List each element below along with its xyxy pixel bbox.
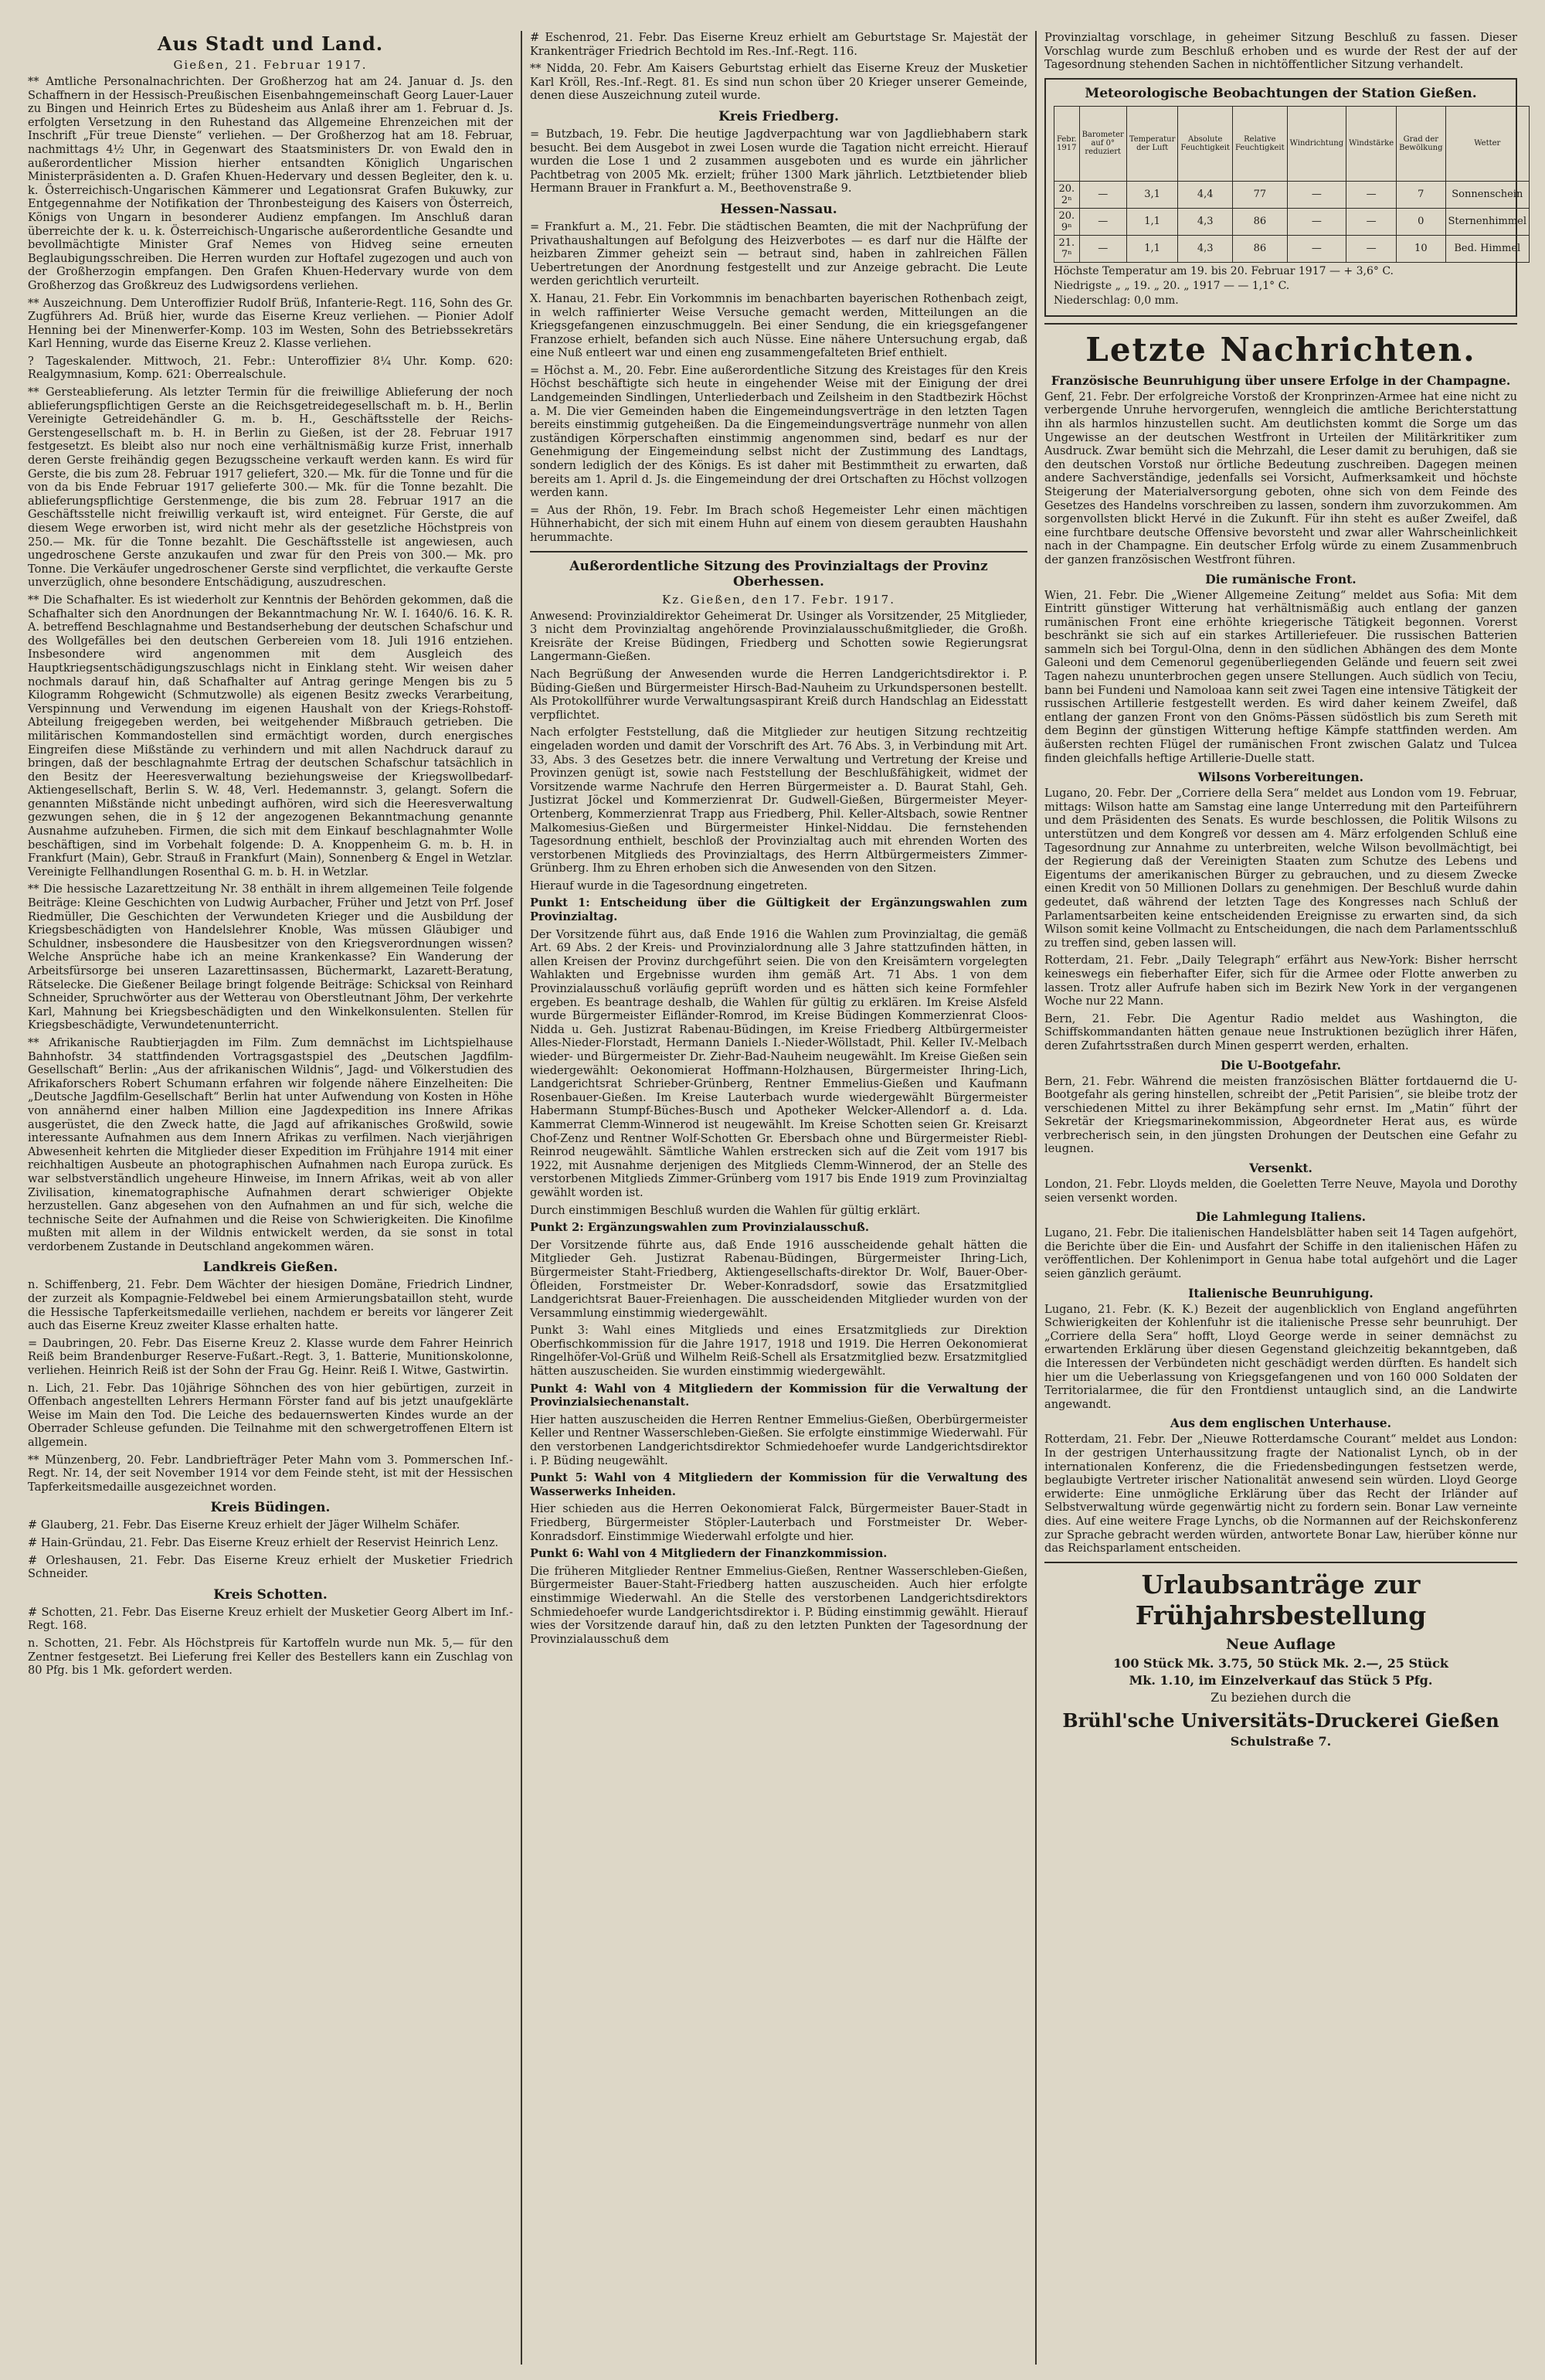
section-heading-landkreis-giessen: Landkreis Gießen. — [202, 1260, 338, 1276]
section-heading-stadt-land: Aus Stadt und Land. — [157, 32, 384, 55]
article-paragraph: Lugano, 21. Febr. Die italienischen Handelsblätter haben seit 14 Tagen aufgehört, die Berichte über die Ein- und Ausfahrt der Schiffe in den italienischen Häfen zu veröffentlichen. Der Kohlenimport in Genua habe total aufgehört und die Lager seien gänzlich geräumt. — [1044, 1226, 1517, 1281]
dateline: Kz. Gießen, den 17. Febr. 1917. — [662, 592, 895, 607]
min-temperature: Niedrigste „ „ 19. „ 20. „ 1917 — — 1,1° C. — [1054, 279, 1290, 292]
article-paragraph: ** Afrikanische Raubtierjagden im Film. Zum demnächst im Lichtspielhause Bahnhofstr. 34 stattfindenden Vortragsgastspiel des „Deutschen Jagdfilm-Gesellschaft“ Berlin: „Aus der afrikanischen Wildnis“, Jagd- und Völkerstudien des Afrikaforschers Robert Schumann erfahren wir folgende nähere Einzelheiten: Die „Deutsche Jagdfilm-Gesellschaft“ Berlin hat unter Aufwendung von Kosten in Höhe von annähernd einer halben Million eine Jagdexpedition ins Innere Afrikas ausgerüstet, die den Zweck hatte, die Jagd auf afrikanisches Großwild, sowie interessante Aufnahmen aus dem Innern Afrikas zu verfilmen. Nach vierjährigen Abwesenheit kehrten die Mitglieder dieser Expedition im Frühjahre 1914 mit einer reichhaltigen Ausbeute an photographischen Aufnahmen nach Europa zurück. Es war selbstverständlich ungeheure Hinweise, im Innern Afrikas, weit ab von aller Zivilisation, kinematographische Aufnahmen derart schwieriger Objekte herzustellen. Ganz abgesehen von den Aufnahmen an und für sich, welche die technische Seite der Aufnahmen und die Reise von Schwierigkeiten. Die Kinofilme mußten mit allem in der Wildnis entwickelt werden, da sie sonst in total verdorbenem Zustande in Deutschland angekommen wären. — [28, 1035, 513, 1253]
table-header: Wetter — [1445, 106, 1530, 181]
article-paragraph: # Eschenrod, 21. Febr. Das Eiserne Kreuz erhielt am Geburtstage Sr. Majestät der Krankenträger Friedrich Bechtold im Res.-Inf.-Regt. 116. — [530, 31, 1027, 58]
article-title-provinzialtag: Außerordentliche Sitzung des Provinzialtags der Provinz Oberhessen. — [569, 558, 988, 590]
table-cell: 86 — [1233, 235, 1288, 262]
article-paragraph: ** Die hessische Lazarettzeitung Nr. 38 enthält in ihrem allgemeinen Teile folgende Beiträge: Kleine Geschichten von Ludwig Aurbacher, Früher und Jetzt von Prf. Josef Riedmüller, Die Geschichten der Verwundeten Krieger und die Ausbildung der Kriegsbeschädigten von Handelslehrer Knoble, Was müssen Gläubiger und Schuldner, insbesondere die Hausbesitzer von den Kriegsverordnungen wissen? Welche Ansprüche habe ich an meine Krankenkasse? Ein Wanderung der Arbeitsfürsorge bei unseren Lazarettinsassen, Büchermarkt, Lazarett-Beratung, Rätselecke. Die Gießener Beilage bringt folgende Beiträge: Schicksal von Reinhard Schneider, Spruchwörter aus der Wetterau von Oberstleutnant Jöhm, Der verkehrte Karl, Mahnung bei Kriegsbeschädigten und den Winkelkonsulenten. Stellen für Kriegsbeschädigte, Verwundetenunterricht. — [28, 882, 513, 1032]
weather-table-box — [1044, 78, 1527, 317]
section-heading-hessen-nassau: Hessen-Nassau. — [720, 201, 837, 217]
table-header: Windrichtung — [1287, 106, 1346, 181]
max-temperature: Höchste Temperatur am 19. bis 20. Februar 1917 — + 3,6° C. — [1054, 264, 1394, 277]
divider — [1044, 323, 1517, 325]
article-paragraph: = Höchst a. M., 20. Febr. Eine außerordentliche Sitzung des Kreistages für den Kreis Höchst beschäftigte sich heute in eingehender Weise mit der Einigung der drei Landgemeinden Sindlingen, Unterliederbach und Zeilsheim in den Stadtbezirk Höchst a. M. Die vier Gemeinden haben die Eingemeindungsverträge in den letzten Tagen bereits einstimmig gutgeheißen. Da die Eingemeindungsverträge nunmehr von allen zuständigen Körperschaften einstimmig angenommen sind, bedarf es nur der Genehmigung der Eingemeindung selbst nicht der Zustimmung des Landtags, sondern lediglich der des Königs. Es ist daher mit Bestimmtheit zu erwarten, daß bereits am 1. April d. Js. die Eingemeindung der drei Ortschaften zu Höchst vollzogen werden kann. — [530, 363, 1027, 500]
article-paragraph: Nach Begrüßung der Anwesenden wurde die Herren Landgerichtsdirektor i. P. Büding-Gießen und Bürgermeister Hirsch-Bad-Nauheim zu Urkundspersonen bestellt. Als Protokollführer wurde Verwaltungsaspirant Kreiß durch Handschlag an Eidesstatt verpflichtet. — [530, 667, 1027, 722]
article-paragraph: n. Schotten, 21. Febr. Als Höchstpreis für Kartoffeln wurde nun Mk. 5,— für den Zentner festgesetzt. Bei Lieferung frei Keller des Bestellers kann ein Zuschlag von 80 Pfg. bis 1 Mk. gefordert werden. — [28, 1636, 513, 1678]
table-row — [1054, 235, 1530, 262]
article-paragraph: Punkt 4: Wahl von 4 Mitgliedern der Kommission für die Verwaltung der Provinzialsiechenanstalt. — [530, 1382, 1027, 1409]
column-rule — [1035, 31, 1037, 2365]
table-header-row — [1054, 106, 1530, 181]
table-cell: 86 — [1233, 208, 1288, 235]
column-1 — [28, 31, 513, 2380]
subheading: Die rumänische Front. — [1205, 571, 1357, 586]
article-paragraph: n. Lich, 21. Febr. Das 10jährige Söhnchen des von hier gebürtigen, zurzeit in Offenbach angestellten Lehrers Hermann Förster fand auf bis jetzt unaufgeklärte Weise im Main den Tod. Die Leiche des bedauernswerten Kindes wurde an der Oberrader Schleuse gefunden. Die Teilnahme mit den schwergetroffenen Eltern ist allgemein. — [28, 1381, 513, 1449]
article-paragraph: ** Die Schafhalter. Es ist wiederholt zur Kenntnis der Behörden gekommen, daß die Schafhalter sich den Anordnungen der Bekanntmachung Nr. W. I. 1640/6. 16. K. R. A. betreffend Beschlagnahme und Bestandserhebung der deutschen Schafschur und des Wollgefälles bei den deutschen Gerbereien vom 18. Juli 1916 entziehen. Insbesondere wird angenommen mit dem Ausgleich des Hauptkriegsentschädigungszuschlags nicht in Einklang steht. Wir weisen daher nochmals darauf hin, daß Schafhalter auf Antrag geringe Mengen bis zu 5 Kilogramm Rohgewicht (Schmutzwolle) als eigenen Besitz zwecks Verarbeitung, Verspinnung und Verwendung im eigenen Haushalt von der Kriegs-Rohstoff-Abteilung freigegeben werden, bei weitgehender Mißbrauch getrieben. Die militärischen Kommandostellen sind ermächtigt worden, durch energisches Eingreifen diese Mißstände zu verhindern und mit allen Nachdruck darauf zu bringen, daß der beschlagnahmte Ertrag der deutschen Schafschur tatsächlich in den Besitz der Heeresverwaltung beziehungsweise der Kriegswollbedarf-Aktiengesellschaft, Berlin S. W. 48, Verl. Hedemannstr. 3, gelangt. Sofern die genannten Mißstände nicht unbedingt aufhören, wird sich die Heeresverwaltung gezwungen sehen, die in § 12 der angezogenen Bekanntmachung genannte Ausnahme aufzuheben. Firmen, die sich mit dem Einkauf beschlagnahmter Wolle beschäftigen, sind im Vorbehalt folgende: D. A. Knoppenheim G. m. b. H. in Frankfurt (Main), Gebr. Strauß in Frankfurt (Main), Sonnenberg & Engel in Wetzlar. Vereinigte Fellhandlungen Rosenthal G. m. b. H. in Wetzlar. — [28, 593, 513, 879]
ad-price: Mk. 1.10, im Einzelverkauf das Stück 5 Pfg. — [1129, 1672, 1433, 1688]
table-cell: 3,1 — [1126, 181, 1178, 208]
table-row — [1054, 181, 1530, 208]
article-paragraph: Rotterdam, 21. Febr. Der „Nieuwe Rotterdamsche Courant“ meldet aus London: In der gestrigen Unterhaussitzung fragte der Nationalist Lynch, ob in der internationalen Konferenz, die die Friedensbedingungen festsetzen werde, beglaubigte Vertreter irischer Nationalität anwesend sein würden. Lloyd George erwiderte: Eine unmögliche Erklärung über das Recht der Irländer auf Selbstverwaltung würde gegenwärtig nicht zu fordern sein. Bonar Law verneinte dies. Auf eine weitere Frage Lynchs, ob die Normannen auf der Reichskonferenz zur Sprache gebracht werden würden, antwortete Bonar Law, hierüber könne nur das Reichsparlament entscheiden. — [1044, 1433, 1517, 1556]
article-paragraph: ** Auszeichnung. Dem Unteroffizier Rudolf Brüß, Infanterie-Regt. 116, Sohn des Gr. Zugführers Ad. Brüß hier, wurde das Eiserne Kreuz verliehen. — Pionier Adolf Henning bei der Minenwerfer-Komp. 103 im Westen, Sohn des Betriebssekretärs Karl Henning, wurde das Eiserne Kreuz 2. Klasse verliehen. — [28, 296, 513, 351]
column-rule — [521, 31, 522, 2365]
table-cell: Bed. Himmel — [1445, 235, 1530, 262]
table-header: Absolute Feuchtigkeit — [1178, 106, 1233, 181]
article-paragraph: Punkt 1: Entscheidung über die Gültigkeit der Ergänzungswahlen zum Provinzialtag. — [530, 896, 1027, 924]
table-cell: 20. 2ⁿ — [1054, 181, 1080, 208]
article-paragraph: Lugano, 20. Febr. Der „Corriere della Sera“ meldet aus London vom 19. Februar, mittags: Wilson hatte am Samstag eine lange Unterredung mit den Parteiführern und dem Präsidenten des Senats. Es wurde beschlossen, die Politik Wilsons zu unterstützen und dem Kongreß vor dessen am 4. März erfolgenden Schluß eine Tagesordnung zur Annahme zu unterbreiten, welche Wilson bevollmächtigt, bei der Regierung daß der Vereinigten Staaten zum Schutze des Lebens und Eigentums der amerikanischen Bürger zu gebrauchen, und zu diesem Zwecke einen Kredit von 50 Millionen Dollars zu genehmigen. Der Beschluß wurde dahin gedeutet, daß während der letzten Tage des Kongresses nach Schluß der Parlamentsarbeiten keine entscheidenden Ereignisse zu erwarten sind, da sich Wilson somit keine Vollmacht zu Entscheidungen, die nach dem Parlamentsschluß zu treffen sind, geben lassen will. — [1044, 787, 1517, 950]
ad-price: 100 Stück Mk. 3.75, 50 Stück Mk. 2.—, 25 Stück — [1113, 1655, 1448, 1671]
article-paragraph: # Schotten, 21. Febr. Das Eiserne Kreuz erhielt der Musketier Georg Albert im Inf.-Regt. 168. — [28, 1605, 513, 1633]
article-paragraph: Punkt 3: Wahl eines Mitglieds und eines Ersatzmitglieds zur Direktion Oberfischkommission für die Jahre 1917, 1918 und 1919. Die Herren Oekonomierat Ringelhöfer-Vol-Grüß und Wilhelm Reiß-Schell als Ersatzmitglied bezw. Ersatzmitglied hätten auszuscheiden. Sie wurden einstimmig wiedergewählt. — [530, 1324, 1027, 1379]
table-cell: 0 — [1397, 208, 1445, 235]
article-paragraph: Der Vorsitzende führte aus, daß Ende 1916 ausscheidende gehalt hätten die Mitglieder Geh. Justizrat Rabenau-Büdingen, Bürgermeister Ihring-Lich, Bürgermeister Staht-Friedberg, Aktiengesellschafts-direktor Dr. Wolf, Bauer-Ober-Öfleiden, Forstmeister Dr. Weber-Konradsdorf, sowie das Ersatzmitglied Landgerichtsrat Bauer-Freienhagen. Die ausscheidenden Mitglieder wurden von der Versammlung einstimmig wiedergewählt. — [530, 1238, 1027, 1320]
table-cell: 20. 9ⁿ — [1054, 208, 1080, 235]
table-row — [1054, 208, 1530, 235]
table-header: Temperatur der Luft — [1126, 106, 1178, 181]
subheading: Wilsons Vorbereitungen. — [1197, 770, 1364, 785]
article-paragraph: London, 21. Febr. Lloyds melden, die Goeletten Terre Neuve, Mayola und Dorothy seien versenkt worden. — [1044, 1178, 1517, 1205]
advertisement — [1044, 1569, 1517, 1749]
table-cell: Sternenhimmel — [1445, 208, 1530, 235]
table-header: Grad der Bewölkung — [1397, 106, 1445, 181]
precipitation: Niederschlag: 0,0 mm. — [1054, 294, 1179, 307]
article-paragraph: Die früheren Mitglieder Rentner Emmelius-Gießen, Rentner Wasserschleben-Gießen, Bürgermeister Bauer-Staht-Friedberg hatten auszuscheiden. Auch hier erfolgte einstimmige Wiederwahl. An die Stelle des verstorbenen Landgerichtsdirektors Schmiedehoefer wurde Landgerichtsdirektor i. P. Büding einstimmig gewählt. Hierauf wies der Vorsitzende darauf hin, daß zu den letzten Punkten der Tagesordnung der Provinzialausschuß dem — [530, 1564, 1027, 1646]
weather-table-title: Meteorologische Beobachtungen der Station Gießen. — [1085, 85, 1477, 101]
weather-table — [1054, 106, 1530, 263]
article-paragraph: ** Münzenberg, 20. Febr. Landbriefträger Peter Mahn vom 3. Pommerschen Inf.-Regt. Nr. 14, der seit November 1914 vor dem Feinde steht, ist mit der Hessischen Tapferkeitsmedaille ausgezeichnet worden. — [28, 1453, 513, 1494]
article-paragraph: Rotterdam, 21. Febr. „Daily Telegraph“ erfährt aus New-York: Bisher herrscht keineswegs ein fieberhafter Eifer, sich für die Armee oder Flotte anwerben zu lassen. Trotz aller Aufrufe haben sich im Bezirk New York in der vergangenen Woche nur 22 Mann. — [1044, 954, 1517, 1008]
article-paragraph: Anwesend: Provinzialdirektor Geheimerat Dr. Usinger als Vorsitzender, 25 Mitglieder, 3 nicht dem Provinzialtag angehörende Provinzialausschußmitglieder, die Großh. Kreisräte der Kreise Büdingen, Friedberg und Schotten sowie Regierungsrat Langermann-Gießen. — [530, 609, 1027, 664]
subheading: Italienische Beunruhigung. — [1188, 1285, 1374, 1300]
article-paragraph: Hierauf wurde in die Tagesordnung eingetreten. — [530, 879, 808, 892]
article-paragraph: = Aus der Rhön, 19. Febr. Im Brach schoß Hegemeister Lehr einen mächtigen Hühnerhabicht, der sich mit einem Huhn auf einem von diesem geraubten Haushahn herummachte. — [530, 503, 1027, 544]
table-cell: — — [1346, 208, 1397, 235]
article-paragraph: Provinzialtag vorschlage, in geheimer Sitzung Beschluß zu fassen. Dieser Vorschlag wurde zum Beschluß erhoben und es wurde der Rest der auf der Tagesordnung stehenden Sachen in nichtöffentlicher Sitzung verhandelt. — [1044, 31, 1517, 72]
table-header: Windstärke — [1346, 106, 1397, 181]
article-paragraph: Bern, 21. Febr. Während die meisten französischen Blätter fortdauernd die U-Bootgefahr als gering hinstellen, schreibt der „Petit Parisien“, sie bleibe trotz der verschiedenen Mittel zu ihrer Bekämpfung sehr ernst. Im „Matin“ führt der Sekretär der Kriegsmarinekommission, Abgeordneter Herat aus, es würde verbrecherisch sein, in den jüngsten Drohungen der Deutschen eine Gefahr zu leugnen. — [1044, 1074, 1517, 1156]
article-paragraph: Der Vorsitzende führt aus, daß Ende 1916 die Wahlen zum Provinzialtag, die gemäß Art. 69 Abs. 2 der Kreis- und Provinzialordnung alle 3 Jahre stattzufinden hätten, in allen Kreisen der Provinz durchgeführt seien. Die von den Kreisämtern vorgelegten Wahlakten und Ergebnisse wurden ihm gemäß Art. 71 Abs. 1 von dem Provinzialausschuß vorläufig geprüft worden und es hätten sich keine Formfehler ergeben. Es beantrage deshalb, die Wahlen für gültig zu erklären. Im Kreise Alsfeld wurde Bürgermeister Eifländer-Romrod, im Kreise Büdingen Kommerzienrat Cloos-Nidda u. Geh. Justizrat Rabenau-Büdingen, im Kreise Friedberg Altbürgermeister Alles-Nieder-Florstadt, Hermann Daniels I.-Nieder-Wöllstadt, Phil. Keller IV.-Melbach wieder- und Bürgermeister Dr. Ziehr-Bad-Nauheim neugewählt. Im Kreise Gießen sein wiedergewählt: Oekonomierat Hoffmann-Holzhausen, Bürgermeister Ihring-Lich, Landgerichtsrat Schrieber-Grünberg, Rentner Emmelius-Gießen und Kaufmann Rosenbauer-Gießen. Im Kreise Lauterbach wurde wiedergewählt Bürgermeister Habermann Stumpf-Büches-Busch und Apotheker Welcker-Allendorf a. d. Lda. Kammerrat Clemm-Winnerod ist neugewählt. Im Kreise Schotten seien Gr. Kreisarzt Chof-Zenz und Rentner Wolf-Schotten Gr. Ebersbach ohne und Bürgermeister Riebl-Reinrod neugewählt. Sämtliche Wahlen erstrecken sich auf die Zeit vom 1917 bis 1922, mit Ausnahme derjenigen des Mitglieds Clemm-Winnerod, der an Stelle des verstorbenen Mitglieds Zimmer-Grünberg vom 1917 bis Ende 1919 zum Provinzialtag gewählt worden ist. — [530, 927, 1027, 1199]
article-paragraph: # Hain-Gründau, 21. Febr. Das Eiserne Kreuz erhielt der Reservist Heinrich Lenz. — [28, 1535, 499, 1549]
table-header: Febr. 1917 — [1054, 106, 1080, 181]
table-cell: Sonnenschein — [1445, 181, 1530, 208]
table-cell: — — [1346, 181, 1397, 208]
table-cell: — — [1287, 208, 1346, 235]
ad-address: Schulstraße 7. — [1230, 1733, 1332, 1749]
ad-title: Urlaubsanträge zur Frühjahrsbestellung — [1135, 1569, 1427, 1630]
table-cell: — — [1079, 235, 1126, 262]
table-cell: 21. 7ⁿ — [1054, 235, 1080, 262]
article-paragraph: Punkt 2: Ergänzungswahlen zum Provinzialausschuß. — [530, 1221, 869, 1235]
table-cell: — — [1287, 235, 1346, 262]
table-cell: 4,3 — [1178, 208, 1233, 235]
article-paragraph: X. Hanau, 21. Febr. Ein Vorkommnis im benachbarten bayerischen Rothenbach zeigt, in welch raffinierter Weise Versuche gemacht werden, Mitteilungen an die Kriegsgefangenen einzuschmuggeln. Bei einer Sendung, die ein kriegsgefangener Franzose erhielt, befanden sich auch Nüsse. Eine nähere Untersuchung ergab, daß eine Nuß entleert war und einen eng zusammengefalteten Brief enthielt. — [530, 291, 1027, 360]
dateline: Gießen, 21. Februar 1917. — [173, 58, 368, 72]
table-cell: — — [1079, 181, 1126, 208]
table-header: Relative Feuchtigkeit — [1233, 106, 1288, 181]
section-heading-kreis-friedberg: Kreis Friedberg. — [718, 108, 839, 124]
table-cell: 10 — [1397, 235, 1445, 262]
subheading: Französische Beunruhigung über unsere Erfolge in der Champagne. — [1051, 372, 1511, 388]
article-paragraph: ? Tageskalender. Mittwoch, 21. Febr.: Unteroffizier 8¼ Uhr. Komp. 620: Realgymnasium, Komp. 621: Oberrealschule. — [28, 354, 513, 382]
table-cell: 1,1 — [1126, 235, 1178, 262]
section-heading-kreis-budingen: Kreis Büdingen. — [210, 1500, 331, 1516]
table-cell: — — [1346, 235, 1397, 262]
article-paragraph: = Frankfurt a. M., 21. Febr. Die städtischen Beamten, die mit der Nachprüfung der Privathaushaltungen auf Befolgung des Heizverbotes — es darf nur die Hälfte der heizbaren Zimmer geheizt sein — betraut sind, haben in zahlreichen Fällen Uebertretungen der Anordnung festgestellt und zur Anzeige gebracht. Die Leute werden gerichtlich verurteilt. — [530, 219, 1027, 288]
article-paragraph: Genf, 21. Febr. Der erfolgreiche Vorstoß der Kronprinzen-Armee hat eine nicht zu verbergende Unruhe hervorgerufen, wenngleich die amtliche Berichterstattung ihn als harmlos hinzustellen sucht. Am deutlichsten kommt die Sorge um das Ungewisse an der deutschen Westfront in Urteilen der Militärkritiker zum Ausdruck. Zwar bemüht sich die Mehrzahl, die Leser damit zu beruhigen, daß sie den deutschen Vorstoß nur örtliche Bedeutung zuschreiben. Dagegen meinen andere Sachverständige, jedenfalls sei Vorsicht, Aufmerksamkeit und höchste Steigerung der Materialversorgung geboten, ohne sich von dem Feinde des Gesetzes des Handelns vorschreiben zu lassen, sondern ihm zuvorzukommen. Am sorgenvollsten blickt Hervé in die Zukunft. Für ihn steht es außer Zweifel, daß eine furchtbare deutsche Offensive bevorsteht und zwar aller Wahrscheinlichkeit nach in der Champagne. Ein deutscher Erfolg würde zu einem Zusammenbruch der ganzen französischen Westfront führen. — [1044, 389, 1517, 566]
section-heading-letzte-nachrichten: Letzte Nachrichten. — [1085, 330, 1476, 369]
divider — [1044, 1562, 1517, 1563]
table-cell: 7 — [1397, 181, 1445, 208]
table-cell: 4,3 — [1178, 235, 1233, 262]
article-paragraph: # Orleshausen, 21. Febr. Das Eiserne Kreuz erhielt der Musketier Friedrich Schneider. — [28, 1553, 513, 1581]
article-paragraph: ** Gersteablieferung. Als letzter Termin für die freiwillige Ablieferung der noch ablieferungspflichtigen Gerste an die Reichsgetreidegesellschaft m. b. H., Berlin Vereinigte Getreidehändler G. m. b. H., Geschäftsstelle der Reichs-Gerstengesellschaft m. b. H. in Berlin zu Gießen, ist der 28. Februar 1917 festgesetzt. Es bleibt also nur noch eine verhältnismäßig kurze Frist, innerhalb deren Gerste freihändig gegen Bezugsscheine verkauft werden kann. Es wird für Gerste, die bis zum 28. Februar 1917 geliefert, 320.— Mk. für die Tonne und für die von da bis Ende Februar 1917 gelieferte 300.— Mk. für die Tonne bezahlt. Die ablieferungspflichtige Gerstenmenge, die bis zum 28. Februar 1917 an die Geschäftsstelle nicht freiwillig verkauft ist, wird enteignet. Für Gerste, die auf diesem Wege erworben ist, wird nicht mehr als der gesetzliche Höchstpreis von 250.— Mk. für die Tonne bezahlt. Die Geschäftsstelle ist angewiesen, auch ungedroschene Gerste anzukaufen und zwar für den Preis von 300.— Mk. pro Tonne. Die Verkäufer ungedroschener Gerste sind verpflichtet, die verkaufte Gerste unverzüglich, ohne besondere Entschädigung, auszudreschen. — [28, 386, 513, 590]
divider — [530, 551, 1027, 552]
article-paragraph: Punkt 6: Wahl von 4 Mitgliedern der Finanzkommission. — [530, 1547, 888, 1561]
column-2 — [530, 31, 1027, 2380]
ad-publisher: Brühl'sche Universitäts-Druckerei Gießen — [1062, 1708, 1499, 1732]
article-paragraph: n. Schiffenberg, 21. Febr. Dem Wächter der hiesigen Domäne, Friedrich Lindner, der zurzeit als Kompagnie-Feldwebel bei einem Armierungsbataillon steht, wurde die Hessische Tapferkeitsmedaille verliehen, nachdem er bereits vor längerer Zeit auch das Eiserne Kreuz zweiter Klasse erhalten hatte. — [28, 1278, 513, 1333]
subheading: Aus dem englischen Unterhause. — [1170, 1416, 1392, 1431]
article-paragraph: Lugano, 21. Febr. (K. K.) Bezeit der augenblicklich von England angeführten Schwierigkeiten der Kohlenfuhr ist die italienische Presse sehr beunruhigt. Der „Corriere della Sera“ hofft, Lloyd George werde in seiner demnächst zu erwartenden Erklärung über diesen Gegenstand gleichzeitig bekanntgeben, daß die Interessen der Verbündeten nicht geschädigt werden dürften. Es handelt sich hier um die Ueberlassung von Kriegsgefangenen und von 160 000 Soldaten der Territorialarmee, die für den Frontdienst untauglich sind, an die Landwirte angewandt. — [1044, 1302, 1517, 1411]
article-paragraph: = Butzbach, 19. Febr. Die heutige Jagdverpachtung war von Jagdliebhabern stark besucht. Bei dem Ausgebot in zwei Losen wurde die Tagation nicht erreicht. Hierauf wurden die Lose 1 und 2 zusammen ausgeboten und es wurde ein jährlicher Pachtbetrag von 2005 Mk. erzielt; früher 1300 Mark jährlich. Letztbietender blieb Hermann Brauer in Frankfurt a. M., Beethovenstraße 9. — [530, 127, 1027, 196]
article-paragraph: # Glauberg, 21. Febr. Das Eiserne Kreuz erhielt der Jäger Wilhelm Schäfer. — [28, 1518, 460, 1532]
subheading: Die U-Bootgefahr. — [1220, 1057, 1342, 1073]
article-paragraph: ** Amtliche Personalnachrichten. Der Großherzog hat am 24. Januar d. Js. den Schaffnern in der Hessisch-Preußischen Eisenbahngemeinschaft Georg Lauer-Lauer zu Bingen und Heinrich Ertes zu Büdesheim aus Anlaß ihrer am 1. Februar d. Js. erfolgten Versetzung in den Ruhestand das Allgemeine Ehrenzeichen mit der Inschrift „Für treue Dienste“ verliehen. — Der Großherzog hat am 18. Februar, nachmittags 4½ Uhr, in Gegenwart des Staatsministers Dr. von Ewald den in außerordentlicher Mission hierher entsandten Königlich Ungarischen Ministerpräsidenten a. D. Grafen Khuen-Hedervary und dessen Begleiter, den k. u. k. Österreichisch-Ungarischen Kämmerer und Legationsrat Grafen Bukuwky, zur Entgegennahme der Notifikation der Thronbesteigung des Kaisers von Österreich, Königs von Ungarn in besonderer Audienz empfangen. Im Anschluß daran überreichte der k. u. k. Österreichisch-Ungarische außerordentliche Gesandte und bevollmächtigte Minister Graf Nemes von Hidveg seine erneuten Beglaubigungsschreiben. Die Herren wurden zur Hoftafel zugezogen und auch von der Großherzogin empfangen. Den Grafen Khuen-Hedervary wurde von dem Großherzog das Großkreuz des Ludwigsordens verliehen. — [28, 75, 513, 292]
table-cell: — — [1079, 208, 1126, 235]
table-header: Barometer auf 0° reduziert — [1079, 106, 1126, 181]
column-3 — [1044, 31, 1527, 2380]
subheading: Versenkt. — [1249, 1161, 1312, 1176]
article-paragraph: Hier schieden aus die Herren Oekonomierat Falck, Bürgermeister Bauer-Stadt in Friedberg, Bürgermeister Stöpler-Lauterbach und Forstmeister Dr. Weber-Konradsdorf. Einstimmige Wiederwahl erfolgte und hier. — [530, 1502, 1027, 1543]
ad-subtitle: Neue Auflage — [1225, 1635, 1336, 1653]
ad-source: Zu beziehen durch die — [1211, 1689, 1351, 1705]
article-paragraph: Nach erfolgter Feststellung, daß die Mitglieder zur heutigen Sitzung rechtzeitig eingeladen worden und damit der Vorschrift des Art. 76 Abs. 3, in Verbindung mit Art. 33, Abs. 3 des Gesetzes betr. die innere Verwaltung und Vertretung der Kreise und Provinzen genügt ist, sowie nach Feststellung der Beschlußfähigkeit, widmet der Vorsitzende warme Nachrufe den Herren Bürgermeister a. D. Baurat Stahl, Geh. Justizrat Jöckel und Kommerzienrat Dr. Gudwell-Gießen, Bürgermeister Meyer-Ortenberg, Kommerzienrat Trapp aus Friedberg, Phil. Keller-Altsbach, sowie Rentner Malkomesius-Gießen und Bürgermeister Hinkel-Niddau. Die fernstehenden Tagesordnung enthielt, beschloß der Provinzialtag auch mit ehrenden Worten des verstorbenen Mitglieds des Provinzialtags, des Herrn Altbürgermeisters Zimmer-Grünberg. Ihm zu Ehren erhoben sich die Anwesenden von den Sitzen. — [530, 726, 1027, 876]
table-cell: 4,4 — [1178, 181, 1233, 208]
table-cell: 77 — [1233, 181, 1288, 208]
article-paragraph: Hier hatten auszuscheiden die Herren Rentner Emmelius-Gießen, Oberbürgermeister Keller und Rentner Wasserschleben-Gießen. Sie erfolgte einstimmige Wiederwahl. Für den verstorbenen Landgerichtsdirektor Schmiedehoefer wurde Landgerichtsdirektor i. P. Büding neugewählt. — [530, 1413, 1027, 1467]
article-paragraph: Punkt 5: Wahl von 4 Mitgliedern der Kommission für die Verwaltung des Wasserwerks Inheiden. — [530, 1471, 1027, 1498]
article-paragraph: ** Nidda, 20. Febr. Am Kaisers Geburtstag erhielt das Eiserne Kreuz der Musketier Karl Kröll, Res.-Inf.-Regt. 81. Es sind nun schon über 20 Krieger unserer Gemeinde, denen diese Auszeichnung zuteil wurde. — [530, 62, 1027, 103]
table-cell: 1,1 — [1126, 208, 1178, 235]
subheading: Die Lahmlegung Italiens. — [1195, 1209, 1367, 1225]
article-paragraph: = Daubringen, 20. Febr. Das Eiserne Kreuz 2. Klasse wurde dem Fahrer Heinrich Reiß beim Brandenburger Reserve-Fußart.-Regt. 3, 1. Batterie, Munitionskolonne, verliehen. Heinrich Reiß ist der Sohn der Frau Gg. Heinr. Reiß I. Witwe, Gastwirtin. — [28, 1336, 513, 1378]
section-heading-kreis-schotten: Kreis Schotten. — [213, 1586, 328, 1603]
article-paragraph: Durch einstimmigen Beschluß wurden die Wahlen für gültig erklärt. — [530, 1203, 921, 1217]
article-paragraph: Wien, 21. Febr. Die „Wiener Allgemeine Zeitung“ meldet aus Sofia: Mit dem Eintritt günstiger Witterung hat verhältnismäßig auch entlang der ganzen rumänischen Front eine erhöhte kriegerische Tätigkeit begonnen. Vorerst beschränkt sie sich auf ein starkes Artilleriefeuer. Die russischen Batterien sammeln sich bei Torgul-Olna, denn in den südlichen Abhängen des dem Monte Galeoni und dem Cemenorul gegenüberliegenden Gelände und feuern seit zwei Tagen nahezu ununterbrochen gegen unsere Stellungen. Auch südlich von Teciu, bann bei Fundeni und Namoloaa kann seit zwei Tagen eine intensive Tätigkeit der russischen Artillerie festgestellt werden. Es wird daher keinem Zweifel, daß entlang der ganzen Front von den Gnöms-Pässen südöstlich bis zum Sereth mit dem Beginn der günstigen Witterung heftige Kämpfe stattfinden werden. Am äußersten rechten Flügel der rumänischen Front zwischen Galatz und Tulcea finden gleichfalls heftige Artillerie-Duelle statt. — [1044, 588, 1517, 765]
article-paragraph: Bern, 21. Febr. Die Agentur Radio meldet aus Washington, die Schiffskommandanten hätten genaue neue Instruktionen bezüglich ihrer Häfen, deren Zufahrtsstraßen durch Minen gesperrt werden, erhalten. — [1044, 1012, 1517, 1052]
table-cell: — — [1287, 181, 1346, 208]
